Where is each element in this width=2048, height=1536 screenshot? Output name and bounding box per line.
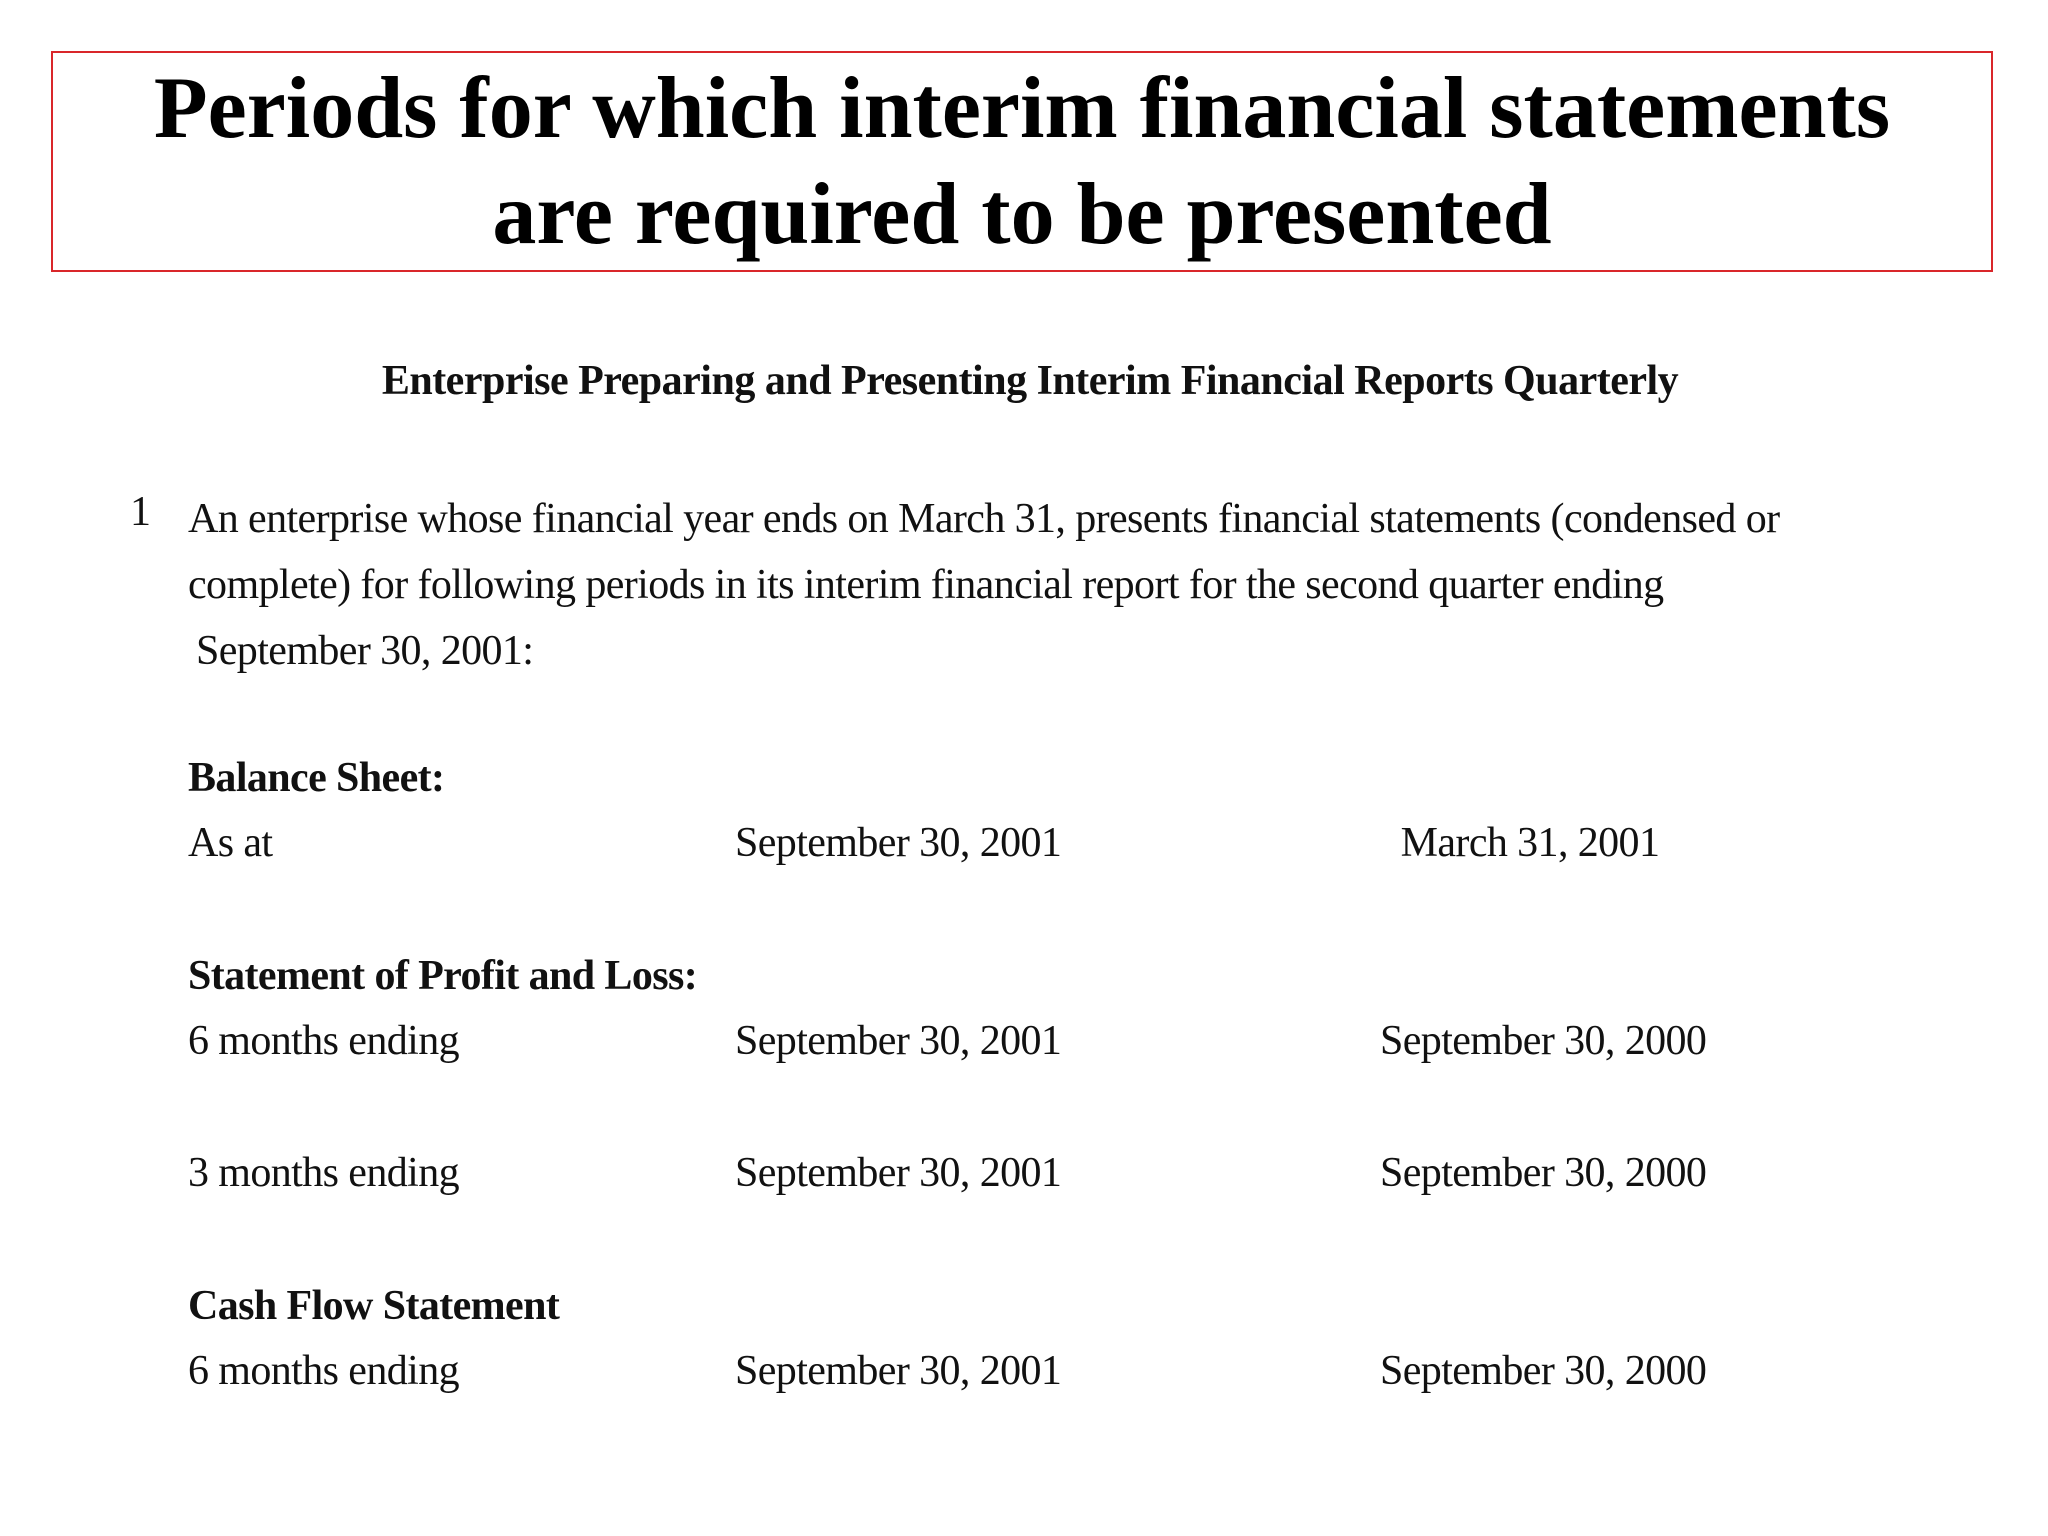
current-period-date: September 30, 2001 — [735, 1018, 1062, 1064]
table-row — [0, 1345, 2048, 1397]
section-heading-cash-flow: Cash Flow Statement — [188, 1283, 560, 1329]
title-line-2: are required to be presented — [492, 165, 1552, 263]
title-box — [51, 51, 1993, 272]
table-row — [0, 1147, 2048, 1199]
subtitle: Enterprise Preparing and Presenting Interim Financial Reports Quarterly — [381, 358, 1679, 404]
comparative-period-date: September 30, 2000 — [1380, 1348, 1707, 1394]
period-label: 6 months ending — [188, 1348, 459, 1394]
current-period-date: September 30, 2001 — [735, 820, 1062, 866]
table-row — [0, 817, 2048, 869]
current-period-date: September 30, 2001 — [735, 1150, 1062, 1196]
comparative-period-date: March 31, 2001 — [1400, 820, 1660, 866]
period-label: 3 months ending — [188, 1150, 459, 1196]
period-label: 6 months ending — [188, 1018, 459, 1064]
item-paragraph — [188, 486, 1908, 684]
section-heading-balance-sheet: Balance Sheet: — [188, 755, 445, 801]
item-number: 1 — [130, 489, 151, 535]
comparative-period-date: September 30, 2000 — [1380, 1150, 1707, 1196]
current-period-date: September 30, 2001 — [735, 1348, 1062, 1394]
comparative-period-date: September 30, 2000 — [1380, 1018, 1707, 1064]
title-line-1: Periods for which interim financial statements — [153, 59, 1891, 157]
paragraph-line-2: complete) for following periods in its interim financial report for the second quarter ending — [188, 562, 1664, 608]
paragraph-line-3: September 30, 2001: — [196, 628, 534, 674]
section-heading-profit-loss: Statement of Profit and Loss: — [188, 953, 698, 999]
paragraph-line-1: An enterprise whose financial year ends on March 31, presents financial statements (condensed or — [188, 496, 1780, 542]
period-label: As at — [188, 820, 273, 866]
table-row — [0, 1015, 2048, 1067]
